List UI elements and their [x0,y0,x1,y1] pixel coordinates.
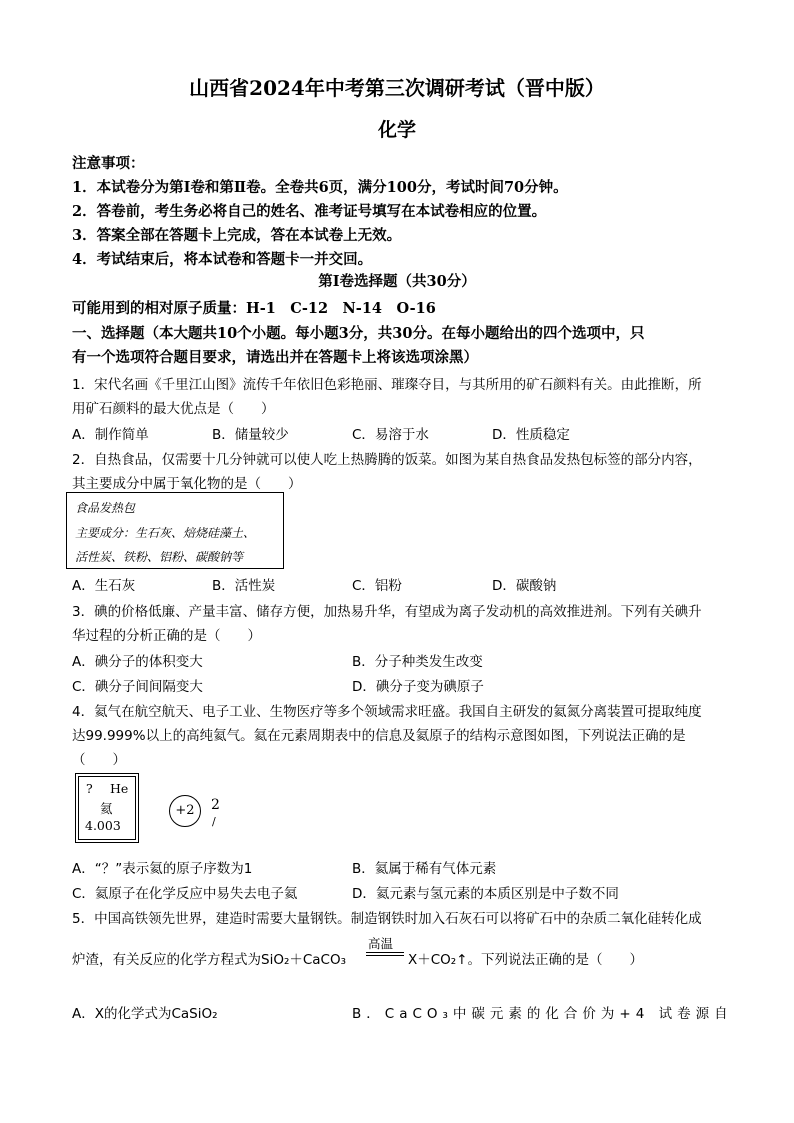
subject-title: 化学 [377,119,416,141]
question-4-text: （ ） [72,752,126,768]
page-title: 山西省2024年中考第三次调研考试（晋中版） [189,76,605,100]
question-1-text: 1．宋代名画《千里江山图》流传千年依旧色彩艳丽、璀璨夺目，与其所用的矿石颜料有关。由此推断，所 [72,377,702,393]
question-4-text: 4．氦气在航空航天、电子工业、生物医疗等多个领域需求旺盛。我国自主研发的氦氮分离装置可提取纯度 [72,704,702,720]
note-item: 3．答案全部在答题卡上完成，答在本试卷上无效。 [72,227,402,244]
q4-option-c: C．氦原子在化学反应中易失去电子氦 [72,886,298,902]
section-instructions: 一、选择题（本大题共10个小题。每小题3分，共30分。在每小题给出的四个选项中，只 [72,325,645,342]
section-instructions: 有一个选项符合题目要求，请选出并在答题卡上将该选项涂黑） [72,349,478,366]
q1-option-a: A．制作简单 [72,427,149,443]
question-2-text: 其主要成分中属于氧化物的是（ ） [72,476,302,492]
electron-shell-arc: / [212,815,216,828]
label-line: 主要成分：生石灰、焙烧硅藻土、 [75,526,256,540]
q2-option-b: B．活性炭 [212,578,276,594]
q2-option-c: C．铝粉 [352,578,402,594]
equation-line [366,955,404,956]
question-5-equation-pre: 炉渣，有关反应的化学方程式为SiO₂＋CaCO₃ [72,952,347,968]
atomic-number: ? [86,781,93,796]
q2-option-a: A．生石灰 [72,578,136,594]
nucleus-circle: +2 [169,795,201,827]
label-line: 活性炭、铁粉、铝粉、碳酸钠等 [75,550,244,564]
note-item: 4．考试结束后，将本试卷和答题卡一并交回。 [72,251,373,268]
equation-line [366,952,404,953]
q4-option-d: D．氦元素与氢元素的本质区别是中子数不同 [352,886,619,902]
question-3-text: 华过程的分析正确的是（ ） [72,628,261,644]
atomic-masses: 可能用到的相对原子质量：H-1 C-12 N-14 O-16 [72,300,436,317]
atomic-mass: 4.003 [85,818,121,833]
periodic-table-cell [78,776,136,840]
question-5-equation-post: X＋CO₂↑。下列说法正确的是（ ） [408,952,644,968]
question-2-text: 2．自热食品，仅需要十几分钟就可以使人吃上热腾腾的饭菜。如图为某自热食品发热包标签的部分内容， [72,452,702,468]
label-title: 食品发热包 [75,501,136,515]
question-5-text: 5．中国高铁领先世界，建造时需要大量钢铁。制造钢铁时加入石灰石可以将矿石中的杂质二氧化硅转化成 [72,911,702,927]
question-1-text: 用矿石颜料的最大优点是（ ） [72,401,275,417]
q1-option-b: B．储量较少 [212,427,289,443]
q4-option-a: A．“？”表示氦的原子序数为1 [72,861,253,877]
q4-option-b: B．氦属于稀有气体元素 [352,861,497,877]
element-name: 氦 [100,801,113,816]
note-item: 2．答卷前，考生务必将自己的姓名、准考证号填写在本试卷相应的位置。 [72,203,547,220]
q3-option-a: A．碘分子的体积变大 [72,654,203,670]
element-symbol: He [110,781,129,796]
q5-option-a: A．X的化学式为CaSiO₂ [72,1006,218,1022]
reaction-condition: 高温 [368,936,394,951]
q2-option-d: D．碳酸钠 [492,578,557,594]
question-3-text: 3．碘的价格低廉、产量丰富、储存方便，加热易升华，有望成为离子发动机的高效推进剂。下列有关碘升 [72,604,702,620]
q5-option-b: B．CaCO₃中碳元素的化合价为+4 试卷源自 [352,1006,733,1022]
q3-option-b: B．分子种类发生改变 [352,654,483,670]
q1-option-c: C．易溶于水 [352,427,429,443]
q1-option-d: D．性质稳定 [492,427,570,443]
electron-shell-count: 2 [211,797,220,813]
note-item: 1．本试卷分为第Ⅰ卷和第Ⅱ卷。全卷共6页，满分100分，考试时间70分钟。 [72,179,568,196]
notes-heading: 注意事项： [72,155,145,172]
q3-option-c: C．碘分子间间隔变大 [72,679,203,695]
q3-option-d: D．碘分子变为碘原子 [352,679,484,695]
question-4-text: 达99.999%以上的高纯氦气。氦在元素周期表中的信息及氦原子的结构示意图如图，下列说法正确的是 [72,728,686,744]
section-title: 第Ⅰ卷选择题（共30分） [318,273,476,290]
heating-pack-label [66,492,284,569]
